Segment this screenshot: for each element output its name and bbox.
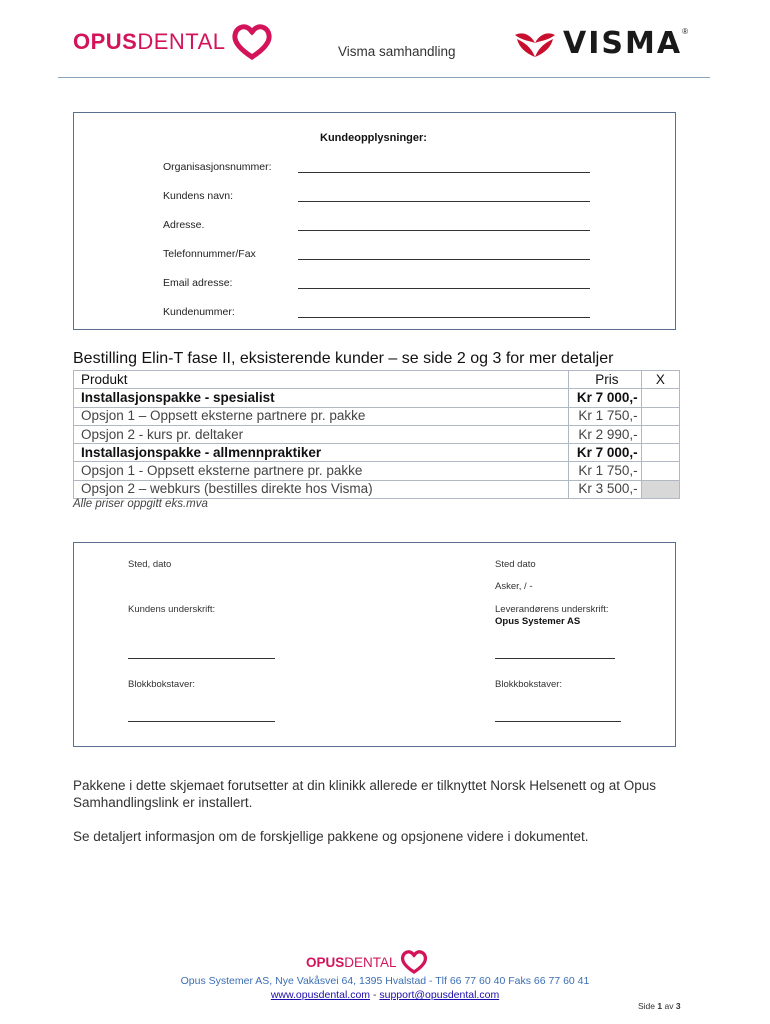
supplier-company-name: Opus Systemer AS xyxy=(495,616,581,627)
select-column-header: X xyxy=(641,371,679,389)
logo-dental-text: DENTAL xyxy=(137,29,226,54)
product-name: Installasjonspakke - spesialist xyxy=(74,389,569,407)
page-prefix: Side xyxy=(638,1001,658,1011)
select-checkbox-cell[interactable] xyxy=(641,462,679,480)
customer-number-field[interactable] xyxy=(298,317,590,318)
table-row xyxy=(74,480,680,498)
page-middle: av xyxy=(662,1001,676,1011)
footer-links xyxy=(0,989,770,1001)
product-price: Kr 3 500,- xyxy=(569,480,642,498)
page-number xyxy=(638,1001,681,1011)
info-paragraph-prerequisites: Pakkene i dette skjemaet forutsetter at din klinikk allerede er tilknyttet Norsk Helsenett og at Opus Samhandlingslink er installert. xyxy=(73,778,657,810)
order-heading: Bestilling Elin-T fase II, eksisterende kunder – se side 2 og 3 for mer detaljer xyxy=(73,350,614,367)
customer-number-label: Kundenummer: xyxy=(163,306,235,318)
footer-opus-dental-logo xyxy=(306,950,428,974)
phone-fax-field[interactable] xyxy=(298,259,590,260)
customer-name-field[interactable] xyxy=(298,201,590,202)
heart-icon xyxy=(232,24,272,60)
vat-note: Alle priser oppgitt eks.mva xyxy=(73,498,208,510)
org-number-label: Organisasjonsnummer: xyxy=(163,161,272,173)
footer-address: Opus Systemer AS, Nye Vakåsvei 64, 1395 Hvalstad - Tlf 66 77 60 40 Faks 66 77 60 41 xyxy=(180,975,590,987)
select-checkbox-cell[interactable] xyxy=(641,444,679,462)
page-current: 1 xyxy=(657,1001,663,1011)
customer-name-label: Kundens navn: xyxy=(163,190,234,202)
support-email-link[interactable]: support@opusdental.com xyxy=(379,989,500,1001)
supplier-signature-field[interactable] xyxy=(495,658,615,659)
customer-signature-label: Kundens underskrift: xyxy=(128,604,216,615)
heart-icon xyxy=(400,950,428,974)
select-checkbox-cell[interactable] xyxy=(641,480,679,498)
header-title: Visma samhandling xyxy=(338,44,456,59)
info-paragraph-details: Se detaljert informasjon om de forskjellige pakkene og opsjonene videre i dokumentet. xyxy=(73,829,589,844)
table-row xyxy=(74,389,680,407)
customer-signature-field[interactable] xyxy=(128,658,275,659)
logo-opus-text: OPUS xyxy=(73,29,138,54)
supplier-block-letters-field[interactable] xyxy=(495,721,621,722)
product-name: Opsjon 2 - kurs pr. deltaker xyxy=(74,425,569,443)
supplier-place-value: Asker, / - xyxy=(495,581,533,592)
customer-block-letters-field[interactable] xyxy=(128,721,275,722)
table-row xyxy=(74,444,680,462)
org-number-field[interactable] xyxy=(298,172,590,173)
table-row xyxy=(74,425,680,443)
footer-logo-dental-text: DENTAL xyxy=(344,954,397,970)
price-column-header: Pris xyxy=(569,371,642,389)
opus-dental-logo xyxy=(73,22,272,62)
select-checkbox-cell[interactable] xyxy=(641,425,679,443)
supplier-signature-label: Leverandørens underskrift: xyxy=(495,604,609,615)
visma-wordmark: VISMA xyxy=(563,26,683,61)
visma-emblem-icon xyxy=(513,29,557,59)
phone-fax-label: Telefonnummer/Fax xyxy=(163,248,256,260)
product-price: Kr 2 990,- xyxy=(569,425,642,443)
footer-logo-opus-text: OPUS xyxy=(306,954,345,970)
order-table xyxy=(73,370,680,499)
customer-block-letters-label: Blokkbokstaver: xyxy=(128,679,196,690)
table-row xyxy=(74,462,680,480)
table-header-row xyxy=(74,371,680,389)
product-column-header: Produkt xyxy=(74,371,569,389)
footer-link-separator: - xyxy=(370,989,380,1001)
product-name: Opsjon 1 – Oppsett eksterne partnere pr. pakke xyxy=(74,407,569,425)
customer-info-title: Kundeopplysninger: xyxy=(320,132,427,144)
registered-mark: ® xyxy=(682,27,688,36)
product-price: Kr 1 750,- xyxy=(569,407,642,425)
page-total: 3 xyxy=(675,1001,681,1011)
header-divider xyxy=(58,77,710,78)
website-link[interactable]: www.opusdental.com xyxy=(270,989,371,1001)
select-checkbox-cell[interactable] xyxy=(641,389,679,407)
select-checkbox-cell[interactable] xyxy=(641,407,679,425)
email-field[interactable] xyxy=(298,288,590,289)
product-name: Opsjon 1 - Oppsett eksterne partnere pr. pakke xyxy=(74,462,569,480)
email-label: Email adresse: xyxy=(163,277,233,289)
product-price: Kr 7 000,- xyxy=(569,444,642,462)
table-row xyxy=(74,407,680,425)
supplier-block-letters-label: Blokkbokstaver: xyxy=(495,679,563,690)
product-name: Installasjonspakke - allmennpraktiker xyxy=(74,444,569,462)
address-field[interactable] xyxy=(298,230,590,231)
signature-box xyxy=(73,542,676,747)
customer-place-date-label: Sted, dato xyxy=(128,559,172,570)
supplier-place-date-label: Sted dato xyxy=(495,559,536,570)
product-price: Kr 7 000,- xyxy=(569,389,642,407)
address-label: Adresse. xyxy=(163,219,205,231)
product-price: Kr 1 750,- xyxy=(569,462,642,480)
visma-logo xyxy=(513,26,688,61)
product-name: Opsjon 2 – webkurs (bestilles direkte hos Visma) xyxy=(74,480,569,498)
